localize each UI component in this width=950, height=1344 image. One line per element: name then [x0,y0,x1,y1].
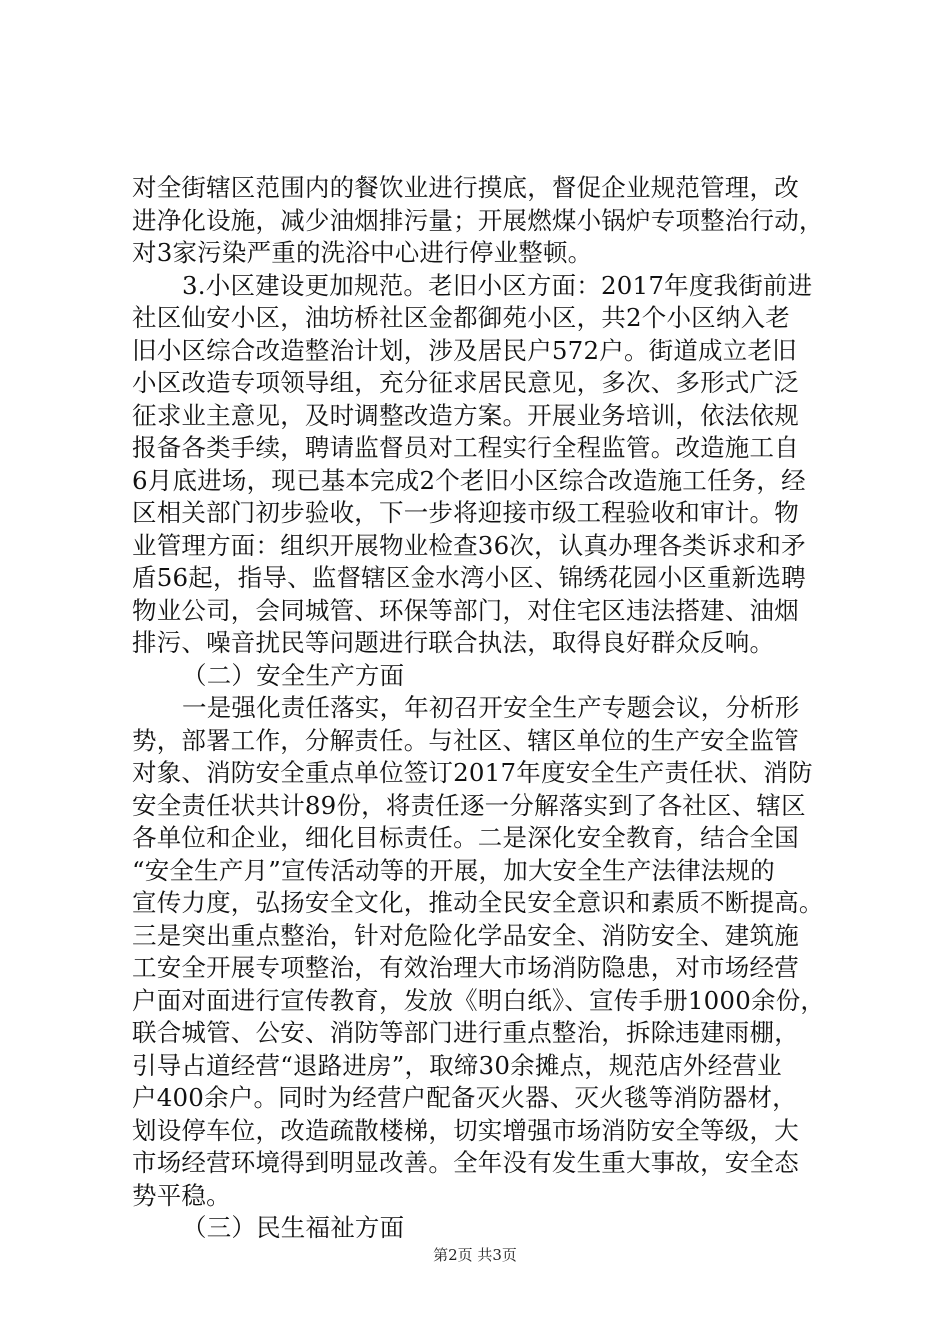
text-line: 各单位和企业，细化目标责任。二是深化安全教育，结合全国 [132,823,799,852]
text-line: 户400余户。同时为经营户配备灭火器、灭火毯等消防器材， [132,1083,797,1112]
text-line: 市场经营环境得到明显改善。全年没有发生重大事故，安全态 [132,1148,799,1177]
text-line: 引导占道经营“退路进房”，取缔30余摊点，规范店外经营业 [132,1050,782,1080]
text-line: 报备各类手续，聘请监督员对工程实行全程监管。改造施工自 [132,433,799,462]
text-line: 工安全开展专项整治，有效治理大市场消防隐患，对市场经营 [132,953,799,982]
text-line: 安全责任状共计89份，将责任逐一分解落实到了各社区、辖区 [132,790,806,820]
text-line: 三是突出重点整治，针对危险化学品安全、消防安全、建筑施 [132,920,799,950]
paragraph-start-line: 3.小区建设更加规范。老旧小区方面：2017年度我街前进 [182,270,813,300]
text-line: 对全街辖区范围内的餐饮业进行摸底，督促企业规范管理，改 [132,173,799,202]
text-line: 宣传力度，弘扬安全文化，推动全民安全意识和素质不断提高。 [132,888,824,917]
text-line: 业管理方面：组织开展物业检查36次，认真办理各类诉求和矛 [132,530,806,560]
text-line: 排污、噪音扰民等问题进行联合执法，取得良好群众反响。 [132,628,775,657]
text-line: 6月底进场，现已基本完成2个老旧小区综合改造施工任务，经 [132,465,806,495]
text-line: 对象、消防安全重点单位签订2017年度安全生产责任状、消防 [132,758,813,787]
text-line: 社区仙安小区，油坊桥社区金都御苑小区，共2个小区纳入老 [132,303,790,332]
page-number-footer: 第2页 共3页 [433,1246,517,1264]
text-line: “安全生产月”宣传活动等的开展，加大安全生产法律法规的 [132,855,775,885]
paragraph-start-line: 一是强化责任落实，年初召开安全生产专题会议，分析形 [182,693,800,722]
text-line: 进净化设施，减少油烟排污量；开展燃煤小锅炉专项整治行动， [132,205,824,235]
body-text [132,172,832,1245]
section-heading-safety: （二）安全生产方面 [182,660,405,690]
text-line: 小区改造专项领导组，充分征求居民意见，多次、多形式广泛 [132,368,799,397]
text-line: 势，部署工作，分解责任。与社区、辖区单位的生产安全监管 [132,725,799,755]
text-line: 征求业主意见，及时调整改造方案。开展业务培训，依法依规 [132,400,799,430]
text-line: 划设停车位，改造疏散楼梯，切实增强市场消防安全等级，大 [132,1115,799,1145]
text-line: 区相关部门初步验收，下一步将迎接市级工程验收和审计。物 [132,498,799,527]
text-line: 盾56起，指导、监督辖区金水湾小区、锦绣花园小区重新选聘 [132,563,806,592]
text-line: 户面对面进行宣传教育，发放《明白纸》、宣传手册1000余份， [132,985,826,1015]
section-heading-welfare: （三）民生福祉方面 [182,1213,405,1242]
text-line: 物业公司，会同城管、环保等部门，对住宅区违法搭建、油烟 [132,595,799,625]
text-line: 对3家污染严重的洗浴中心进行停业整顿。 [132,238,593,267]
text-line: 势平稳。 [132,1180,231,1210]
text-line: 联合城管、公安、消防等部门进行重点整治，拆除违建雨棚， [132,1018,799,1047]
text-line: 旧小区综合改造整治计划，涉及居民户572户。街道成立老旧 [132,335,797,365]
